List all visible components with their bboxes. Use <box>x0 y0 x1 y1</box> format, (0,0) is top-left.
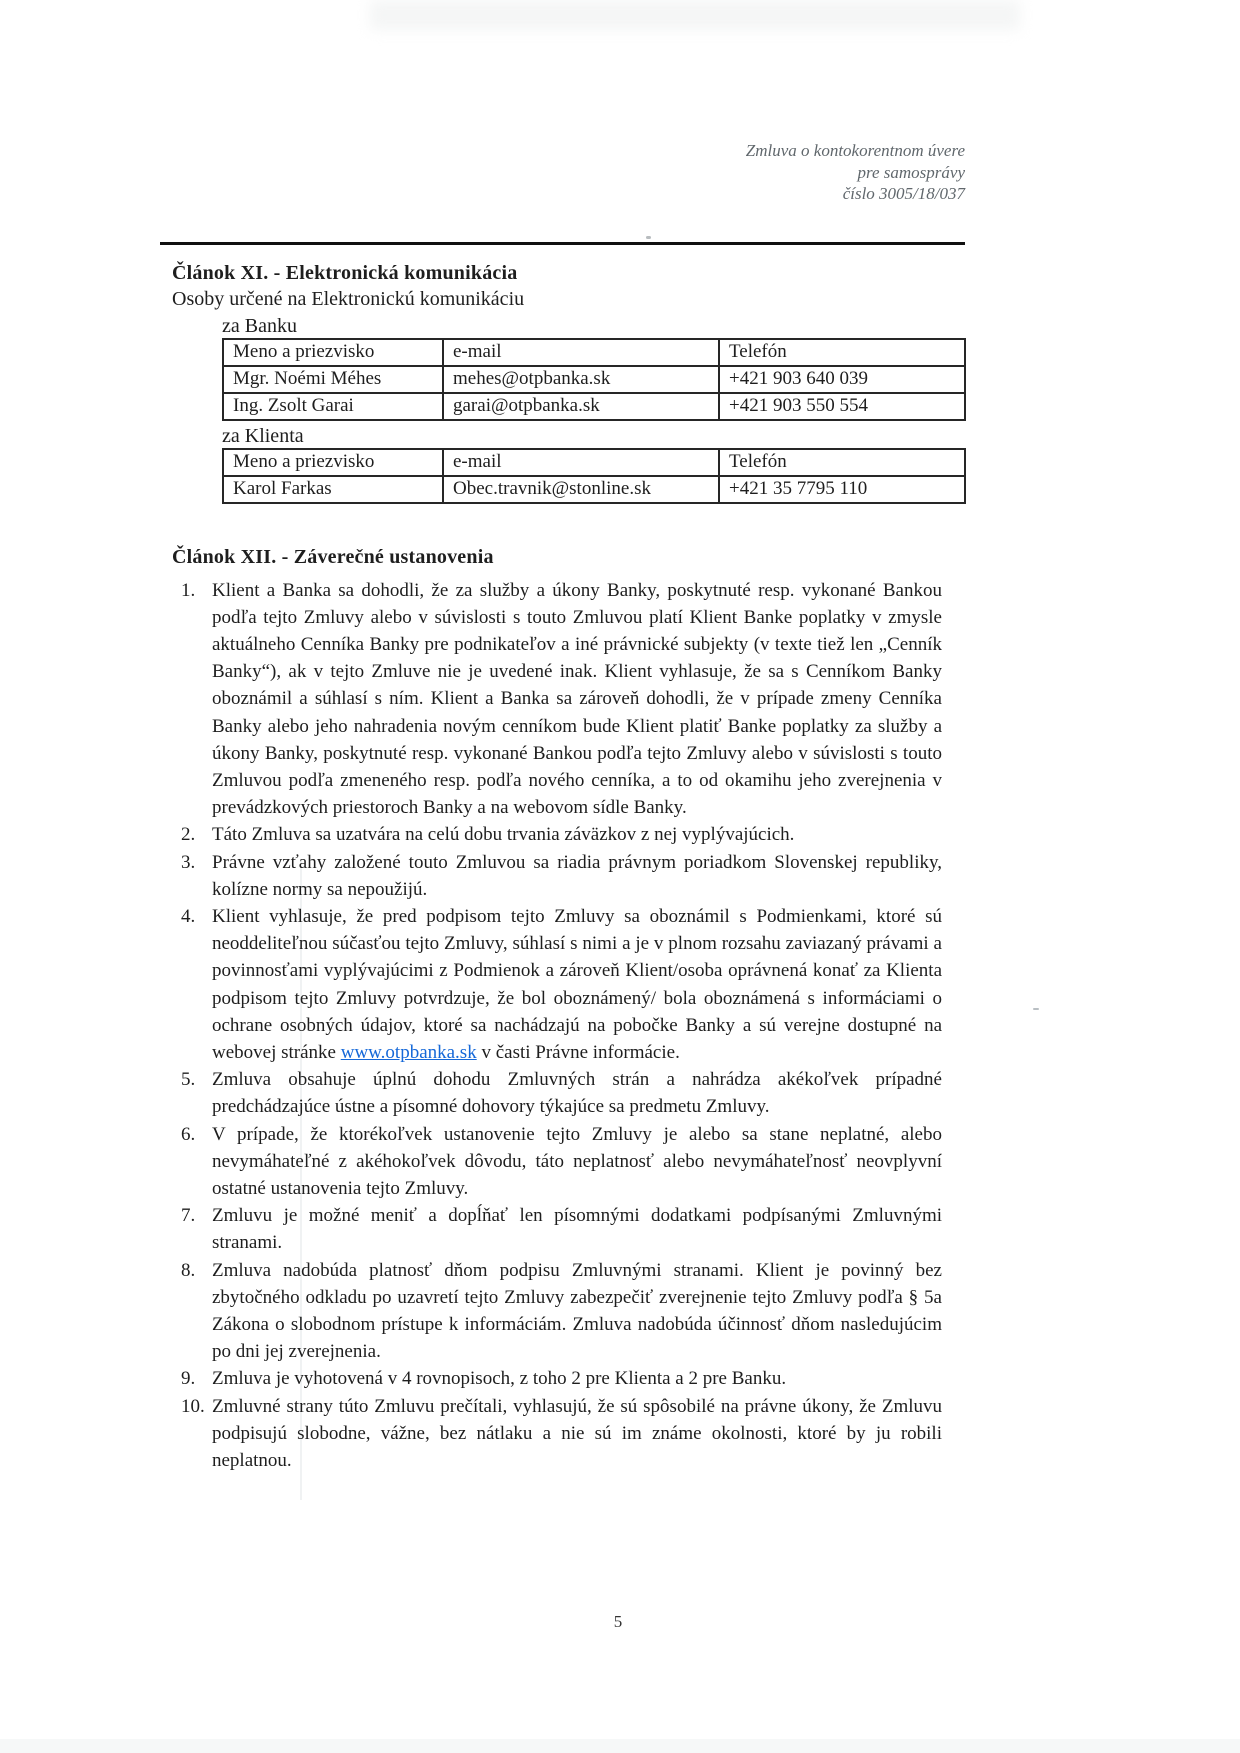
list-item-number: 7. <box>181 1205 196 1227</box>
list-item-number: 9. <box>181 1368 196 1390</box>
document-header <box>160 140 965 205</box>
list-item-number: 4. <box>181 905 196 927</box>
client-table-label: za Klienta <box>222 424 304 447</box>
header-contract-subtitle: pre samosprávy <box>857 162 965 182</box>
list-item-text: Zmluvné strany túto Zmluvu prečítali, vyhlasujú, že sú spôsobilé na právne úkony, že Zmluvu podpisujú slobodne, vážne, bez nátlaku a nie sú im známe okolnosti, ktoré by ju robili neplatnou. <box>212 1395 942 1471</box>
list-item-number: 1. <box>181 579 196 601</box>
contact-phone: +421 903 550 554 <box>719 393 965 420</box>
contact-name: Karol Farkas <box>223 476 443 503</box>
article-11-subtitle: Osoby určené na Elektronickú komunikáciu <box>172 287 525 310</box>
scan-artifact-speck <box>1033 1008 1039 1010</box>
column-header-email: e-mail <box>443 449 719 476</box>
contact-name: Mgr. Noémi Méhes <box>223 366 443 393</box>
list-item <box>160 903 965 1066</box>
list-item <box>160 1393 965 1475</box>
list-item-text: Zmluvu je možné meniť a dopĺňať len písomnými dodatkami podpísanými Zmluvnými stranami. <box>212 1205 942 1254</box>
table-row <box>223 366 965 393</box>
table-header-row <box>223 339 965 366</box>
scan-artifact-bottom-band <box>0 1739 1240 1753</box>
column-header-email: e-mail <box>443 339 719 366</box>
list-item <box>160 849 965 903</box>
list-item-text: Zmluva obsahuje úplnú dohodu Zmluvných strán a nahrádza akékoľvek prípadné predchádzajúce ústne a písomné dohovory týkajúce sa predmetu Zmluvy. <box>212 1069 942 1118</box>
page-number: 5 <box>613 1612 623 1631</box>
otpbanka-link: www.otpbanka.sk <box>340 1041 477 1063</box>
bank-contacts-table <box>222 338 966 421</box>
table-row <box>223 393 965 420</box>
list-item-text: Zmluva nadobúda platnosť dňom podpisu Zmluvnými stranami. Klient je povinný bez zbytočného odkladu po uzavretí tejto Zmluvy zabezpečiť zverejnenie tejto Zmluvy podľa § 5a Zákona o slobodnom prístupe k informáciám. Zmluva nadobúda účinnosť dňom nasledujúcim po dni jej zverejnenia. <box>212 1259 942 1363</box>
list-item <box>160 577 965 822</box>
list-item <box>160 821 965 848</box>
list-item-text: Táto Zmluva sa uzatvára na celú dobu trvania záväzkov z nej vyplývajúcich. <box>212 824 795 846</box>
article-11-title: Článok XI. - Elektronická komunikácia <box>172 261 518 284</box>
list-item-number: 10. <box>181 1395 205 1417</box>
list-item <box>160 1257 965 1366</box>
column-header-phone: Telefón <box>719 449 965 476</box>
bank-table-label: za Banku <box>222 314 297 337</box>
header-divider-rule <box>160 242 965 245</box>
column-header-name: Meno a priezvisko <box>223 339 443 366</box>
final-provisions-list <box>160 577 965 1475</box>
column-header-name: Meno a priezvisko <box>223 449 443 476</box>
table-row <box>223 476 965 503</box>
list-item <box>160 1121 965 1203</box>
list-item-text: Klient a Banka sa dohodli, že za služby a úkony Banky, poskytnuté resp. vykonané Bankou podľa tejto Zmluvy alebo v súvislosti s touto Zmluvou platí Klient Banke poplatky v zmysle aktuálneho Cenníka Banky pre podnikateľov a iné právnické subjekty (v texte tiež len „Cenník Banky“), ak v tejto Zmluve nie je uvedené inak. Klient vyhlasuje, že sa s Cenníkom Banky oboznámil a súhlasí s ním. Klient a Banka sa zároveň dohodli, že v prípade zmeny Cenníka Banky alebo jeho nahradenia novým cenníkom bude Klient platiť Banke poplatky za služby a úkony Banky, poskytnuté resp. vykonané Bankou podľa tejto Zmluvy alebo v súvislosti s touto Zmluvou podľa zmeneného resp. podľa nového cenníka, a to od okamihu jeho zverejnenia v prevádzkových priestoroch Banky a na webovom sídle Banky. <box>212 579 942 819</box>
scan-artifact-top-smudge <box>370 0 1020 30</box>
list-item-number: 2. <box>181 824 196 846</box>
list-item-text-after-link: v časti Právne informácie. <box>476 1041 680 1063</box>
list-item-number: 5. <box>181 1069 196 1091</box>
contact-email: garai@otpbanka.sk <box>443 393 719 420</box>
list-item-text: Právne vzťahy založené touto Zmluvou sa riadia právnym poriadkom Slovenskej republiky, kolízne normy sa nepoužijú. <box>212 851 942 900</box>
client-contacts-table <box>222 448 966 504</box>
list-item <box>160 1066 965 1120</box>
list-item-text: V prípade, že ktorékoľvek ustanovenie tejto Zmluvy je alebo sa stane neplatné, alebo nevymáhateľné z akéhokoľvek dôvodu, táto neplatnosť alebo nevymáhateľnosť neovplyvní ostatné ustanovenia tejto Zmluvy. <box>212 1123 942 1199</box>
table-header-row <box>223 449 965 476</box>
contact-phone: +421 903 640 039 <box>719 366 965 393</box>
contact-email: mehes@otpbanka.sk <box>443 366 719 393</box>
list-item-text: Zmluva je vyhotovená v 4 rovnopisoch, z toho 2 pre Klienta a 2 pre Banku. <box>212 1368 787 1390</box>
article-12-title: Článok XII. - Záverečné ustanovenia <box>172 545 494 568</box>
document-page <box>160 140 965 1474</box>
contact-phone: +421 35 7795 110 <box>719 476 965 503</box>
list-item-text-before-link: Klient vyhlasuje, že pred podpisom tejto Zmluvy sa oboznámil s Podmienkami, ktoré sú neoddeliteľnou súčasťou tejto Zmluvy, súhlasí s nimi a je v plnom rozsahu zaviazaný právami a povinnosťami vyplývajúcimi z Podmienok a zároveň Klient/osoba oprávnená konať za Klienta podpisom tejto Zmluvy potvrdzuje, že bol oboznámený/ bola oboznámená s informáciami o ochrane osobných údajov, ktoré sa nachádzajú na pobočke Banky a sú verejne dostupné na webovej stránke <box>212 905 942 1063</box>
contact-email: Obec.travnik@stonline.sk <box>443 476 719 503</box>
list-item-number: 6. <box>181 1123 196 1145</box>
header-contract-number: číslo 3005/18/037 <box>842 184 965 203</box>
list-item <box>160 1365 965 1392</box>
list-item-number: 3. <box>181 851 196 873</box>
list-item-number: 8. <box>181 1259 196 1281</box>
header-contract-title: Zmluva o kontokorentnom úvere <box>745 141 965 160</box>
list-item-text <box>212 903 942 1066</box>
contact-name: Ing. Zsolt Garai <box>223 393 443 420</box>
list-item <box>160 1202 965 1256</box>
column-header-phone: Telefón <box>719 339 965 366</box>
